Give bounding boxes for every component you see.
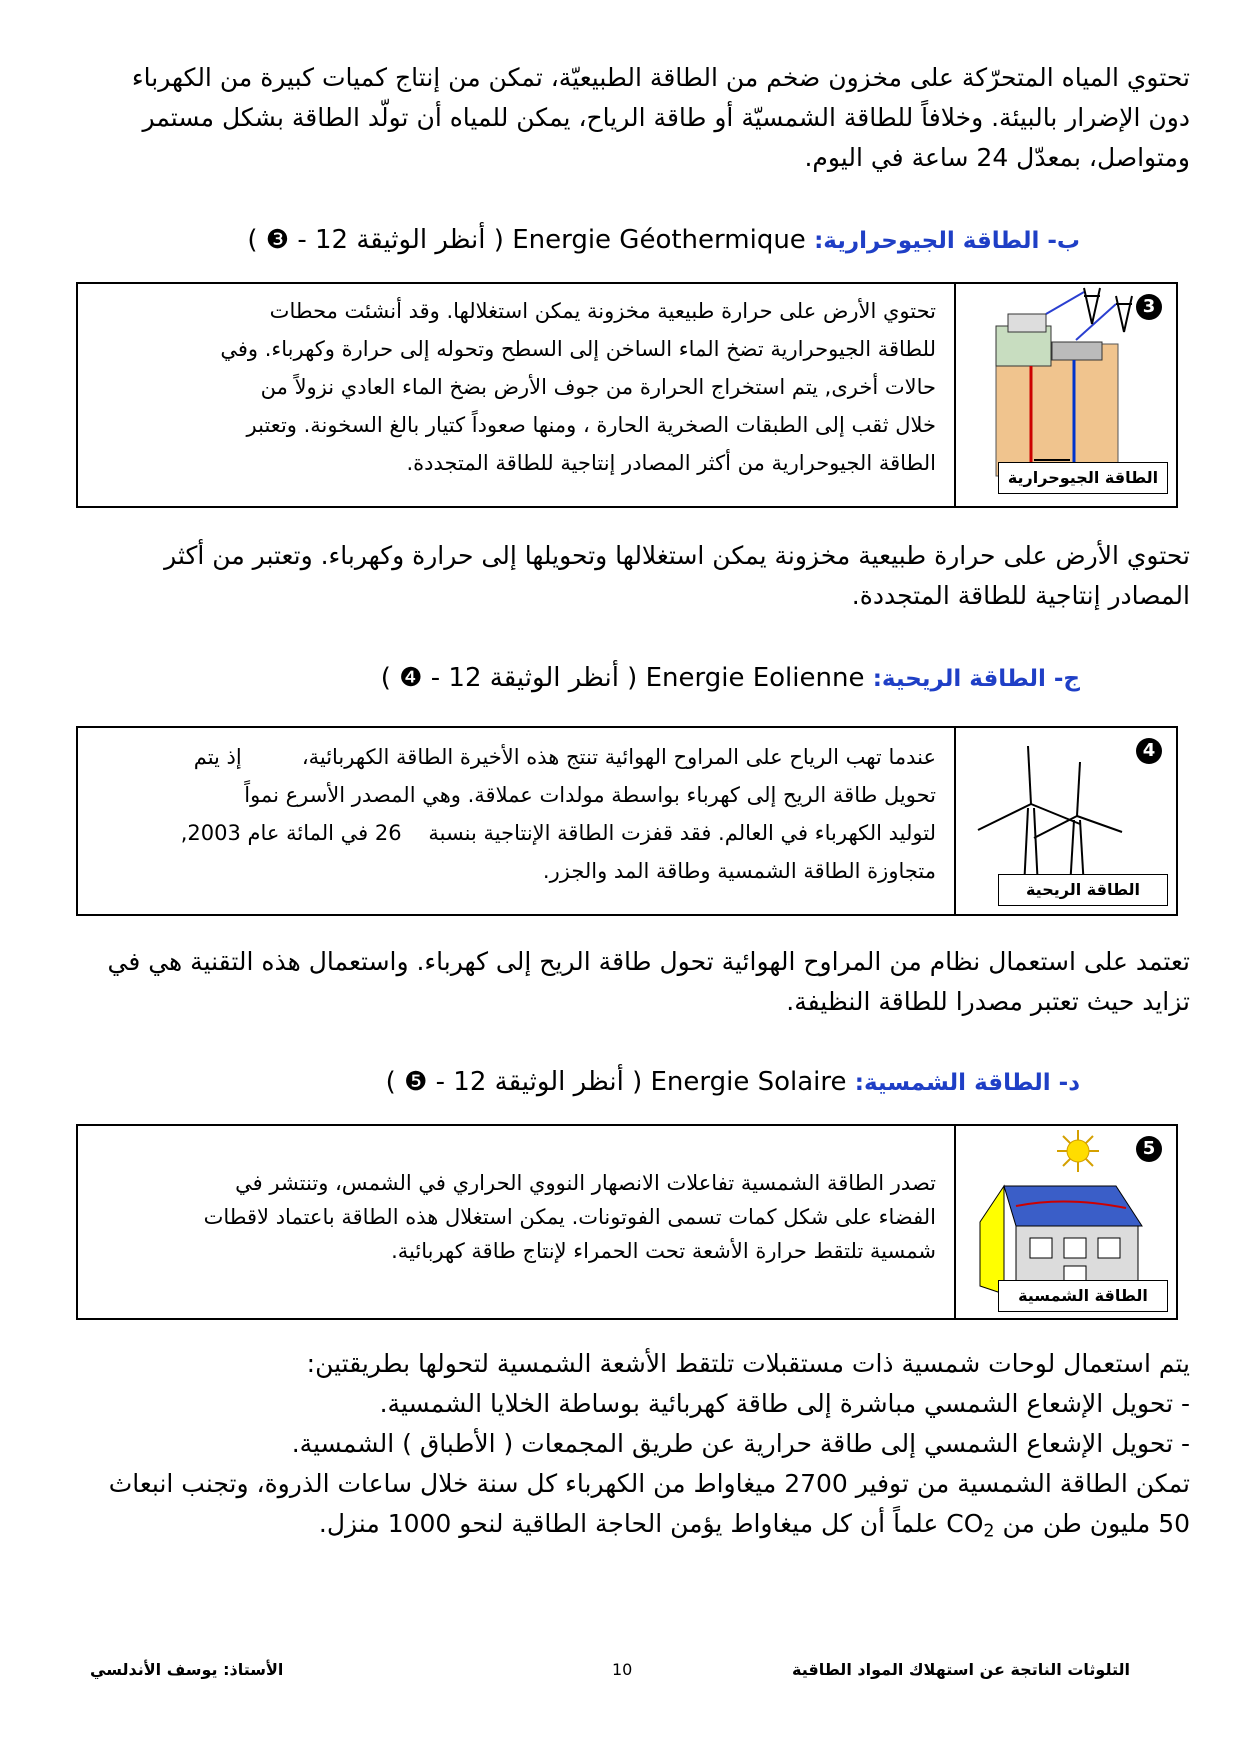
footer-author: الأستاذ: يوسف الأندلسي (90, 1660, 284, 1679)
wind-french: Energie Eolienne (645, 663, 865, 693)
wind-caption: الطاقة الريحية (998, 874, 1168, 906)
intro-line-1: تحتوي المياه المتحرّكة على مخزون ضخم من الطاقة الطبيعيّة، تمكن من إنتاج كميات كبيرة من الكهرباء (131, 63, 1190, 92)
solar-line-2: - تحويل الإشعاع الشمسي مباشرة إلى طاقة كهربائية بوساطة الخلايا الشمسية. (379, 1389, 1190, 1418)
intro-paragraph (90, 58, 1190, 178)
solar-image-cell (954, 1126, 1176, 1318)
solar-line-5 (90, 1504, 1190, 1551)
wind-box-text (98, 738, 936, 890)
solar-box-line-2: الفضاء على شكل كمات تسمى الفوتونات. يمكن استغلال هذه الطاقة باعتماد لاقطات (203, 1205, 936, 1229)
solar-line-5-start: 50 مليون طن من CO (946, 1509, 1190, 1538)
solar-paragraph (90, 1344, 1190, 1551)
geothermal-box-text (98, 292, 936, 482)
wind-heading (90, 660, 1080, 697)
geothermal-ref: ( أنظر الوثيقة 12 - ❸ ) (247, 225, 504, 255)
footer-page-number: 10 (612, 1660, 633, 1679)
doc-number-5: 5 (1136, 1136, 1162, 1162)
wind-box-line-4: متجاوزة الطاقة الشمسية وطاقة المد والجزر. (542, 859, 936, 883)
co2-subscript: 2 (983, 1521, 995, 1542)
solar-box-line-1: تصدر الطاقة الشمسية تفاعلات الانصهار النووي الحراري في الشمس، وتنتشر في (235, 1171, 936, 1195)
wind-ref: ( أنظر الوثيقة 12 - ❹ ) (380, 663, 638, 693)
geothermal-box-line-1: تحتوي الأرض على حرارة طبيعية مخزونة يمكن استغلالها. وقد أنشئت محطات (269, 299, 936, 323)
solar-line-1: يتم استعمال لوحات شمسية ذات مستقبلات تلتقط الأشعة الشمسية لتحولها بطريقتين: (306, 1349, 1190, 1378)
wind-summary-line-1: تعتمد على استعمال نظام من المراوح الهوائية تحول طاقة الريح إلى كهرباء. واستعمال هذه التقنية هي في (107, 947, 1190, 976)
geothermal-french: Energie Géothermique (512, 225, 806, 255)
wind-box-line-1: عندما تهب الرياح على المراوح الهوائية تنتج هذه الأخيرة الطاقة الكهربائية، إذ يتم (193, 745, 936, 769)
geothermal-box (76, 282, 1178, 508)
solar-french: Energie Solaire (650, 1067, 847, 1097)
geothermal-box-line-3: حالات أخرى, يتم استخراج الحرارة من جوف الأرض بضخ الماء العادي نزولاً من (260, 375, 936, 399)
wind-box (76, 726, 1178, 916)
geothermal-summary-line-1: تحتوي الأرض على حرارة طبيعية مخزونة يمكن استغلالها وتحويلها إلى حرارة وكهرباء. وتعتبر من أكثر (164, 541, 1190, 570)
geothermal-box-line-5: الطاقة الجيوحرارية من أكثر المصادر إنتاجية للطاقة المتجددة. (406, 451, 936, 475)
solar-line-3: - تحويل الإشعاع الشمسي إلى طاقة حرارية عن طريق المجمعات ( الأطباق ) الشمسية. (291, 1429, 1190, 1458)
doc-number-3: 3 (1136, 294, 1162, 320)
wind-label: ج- الطاقة الريحية: (872, 666, 1080, 692)
solar-caption: الطاقة الشمسية (998, 1280, 1168, 1312)
intro-line-2: دون الإضرار بالبيئة. وخلافاً للطاقة الشمسيّة أو طاقة الرياح، يمكن للمياه أن تولّد الطاقة بشكل مستمر (142, 103, 1190, 132)
solar-ref: ( أنظر الوثيقة 12 - ❺ ) (385, 1067, 643, 1097)
doc-number-4: 4 (1136, 738, 1162, 764)
solar-box-text (98, 1166, 936, 1268)
solar-label: د- الطاقة الشمسية: (854, 1070, 1080, 1096)
wind-summary-line-2: تزايد حيث تعتبر مصدرا للطاقة النظيفة. (786, 987, 1190, 1016)
solar-line-4: تمكن الطاقة الشمسية من توفير 2700 ميغاواط من الكهرباء كل سنة خلال ساعات الذروة، وتجنب انبعاث (108, 1469, 1190, 1498)
geothermal-summary-line-2: المصادر إنتاجية للطاقة المتجددة. (851, 581, 1190, 610)
wind-image-cell (954, 728, 1176, 914)
geothermal-heading (90, 222, 1080, 259)
footer-title: التلوثات الناتجة عن استهلاك المواد الطاقية (792, 1660, 1130, 1679)
geothermal-box-line-2: للطاقة الجيوحرارية تضخ الماء الساخن إلى السطح وتحوله إلى حرارة وكهرباء. وفي (220, 337, 936, 361)
solar-line-5-end: علماً أن كل ميغاواط يؤمن الحاجة الطاقية لنحو 1000 منزل. (318, 1509, 947, 1538)
wind-box-line-3: لتوليد الكهرباء في العالم. فقد قفزت الطاقة الإنتاجية بنسبة 26 في المائة عام 2003, (180, 821, 936, 845)
solar-box (76, 1124, 1178, 1320)
wind-summary (90, 942, 1190, 1022)
intro-line-3: ومتواصل، بمعدّل 24 ساعة في اليوم. (804, 143, 1190, 172)
geothermal-image-cell (954, 284, 1176, 506)
solar-heading (90, 1064, 1080, 1101)
geothermal-label: ب- الطاقة الجيوحرارية: (814, 228, 1080, 254)
solar-box-line-3: شمسية تلتقط حرارة الأشعة تحت الحمراء لإنتاج طاقة كهربائية. (391, 1239, 936, 1263)
geothermal-caption: الطاقة الجيوحرارية (998, 462, 1168, 494)
wind-box-line-2: تحويل طاقة الريح إلى كهرباء بواسطة مولدات عملاقة. وهي المصدر الأسرع نمواً (244, 783, 936, 807)
geothermal-summary (90, 536, 1190, 616)
geothermal-box-line-4: خلال ثقب إلى الطبقات الصخرية الحارة ، ومنها صعوداً كتيار بالغ السخونة. وتعتبر (246, 413, 936, 437)
